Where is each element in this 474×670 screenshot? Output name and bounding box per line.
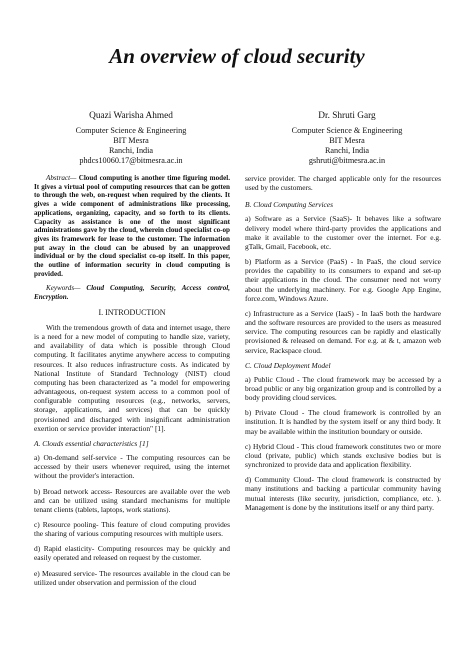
subsection-heading-b: B. Cloud Computing Services bbox=[245, 200, 334, 210]
author-dept: Computer Science & Engineering bbox=[291, 126, 403, 135]
service-item: a) Software as a Service (SaaS)- It behaves like a software delivery model where third-party provides the applications and make it available to the customer over the internet. For e.g. gTalk, Gmail, Facebook, etc. bbox=[245, 214, 441, 251]
deployment-item: c) Hybrid Cloud - This cloud framework constitutes two or more cloud (private, public) which stands exclusive bodies but is synchronized to provide data and application flexibility. bbox=[245, 441, 441, 470]
author-email: gshruti@bitmesra.ac.in bbox=[308, 156, 386, 165]
characteristic-item: e) Measured service- The resources available in the cloud can be utilized under observation and permission of the cloud bbox=[34, 568, 230, 587]
author-city: Ranchi, India bbox=[108, 146, 154, 155]
author-city: Ranchi, India bbox=[324, 146, 370, 155]
service-item: b) Platform as a Service (PaaS) - In PaaS, the cloud service provides the capability to its consumers to expand and set-up their applications in the cloud. The consumer need not worry about the underlying machinery. For e.g. Google App Engine, force.com, Windows Azure. bbox=[245, 257, 441, 303]
abstract-text: Cloud computing is another time figuring model. It gives a virtual pool of computing resources that can be gotten to through the web, on-request when required by the clients. It gives a wide component of administrations like processing, applications, organizing, capacity, and so forth to its clients. Capacity as assistance is one of the most significant administrations gave by the cloud, wherein cloud specialist co-op gives its framework for lease to the customer. The information put away in the cloud can be abused by an unapproved individual or by the cloud specialist co-op itself. In this paper, the outline of information security in cloud computing is provided. bbox=[34, 174, 230, 278]
service-item: c) Infrastructure as a Service (IaaS) - In IaaS both the hardware and the software resources are provided to the users as measured service. The computing resources can be rapidly and elastically provisioned & released on demand. For e.g. at & t, amazon web service, Rackspace cloud. bbox=[245, 308, 441, 355]
keywords-text: Cloud Computing, Security, Access control, Encryption. bbox=[34, 284, 230, 302]
continuation-paragraph: service provider. The charged applicable only for the resources used by the customers. bbox=[245, 174, 441, 193]
author-org: BIT Mesra bbox=[113, 136, 149, 145]
author-name: Quazi Warisha Ahmed bbox=[89, 111, 173, 121]
keywords bbox=[34, 284, 230, 301]
author-block-1 bbox=[36, 111, 226, 166]
keywords-lead: Keywords— bbox=[46, 284, 81, 293]
author-org: BIT Mesra bbox=[329, 136, 365, 145]
characteristic-item: c) Resource pooling- This feature of cloud computing provides the sharing of various computing resources with multiple users. bbox=[34, 519, 230, 539]
deployment-item: a) Public Cloud - The cloud framework may be accessed by a broad public or any big organization group and is controlled by a body providing cloud services. bbox=[245, 374, 441, 403]
author-dept: Computer Science & Engineering bbox=[75, 126, 187, 135]
author-email: phdcs10060.17@bitmesra.ac.in bbox=[79, 156, 183, 165]
subsection-heading-a: A. Clouds essential characteristics [1] bbox=[34, 438, 149, 448]
deployment-item: d) Community Cloud- The cloud framework is constructed by many institutions and backing a particular community having mutual interests (like security, jurisdiction, compliance, etc. ). Management is done by the institutions itself or any third party. bbox=[245, 475, 441, 512]
abstract-lead: Abstract— bbox=[46, 174, 77, 182]
paper-title: An overview of cloud security bbox=[109, 44, 365, 68]
characteristic-item: d) Rapid elasticity- Computing resources may be quickly and easily operated and released on request by the customer. bbox=[34, 544, 230, 563]
section-heading-introduction: I. INTRODUCTION bbox=[98, 307, 166, 317]
author-block-2 bbox=[252, 111, 442, 166]
right-column bbox=[245, 174, 441, 518]
characteristic-item: a) On-demand self-service - The computing resources can be accessed by their users whenever required, using the internet without the provider's interaction. bbox=[34, 453, 230, 481]
subsection-heading-c: C. Cloud Deployment Model bbox=[245, 360, 331, 370]
abstract bbox=[34, 174, 230, 278]
intro-paragraph: With the tremendous growth of data and internet usage, there is a need for a new model of computing to handle size, variety, and availability of data which is possible through Cloud computing. It facilitates anytime anywhere access to computing resources. It also reduces infrastructure costs. As indicated by National Institute of Standard Technology (NIST) cloud computing has been characterized as "a model for empowering advantageous, on-request system access to a common pool of configurable computing resources (e.g., networks, servers, storage, applications, and services) that can be quickly provisioned and discharged with insignificant administration exertion or service provider interaction" [1]. bbox=[34, 323, 230, 433]
author-name: Dr. Shruti Garg bbox=[318, 111, 376, 121]
deployment-item: b) Private Cloud - The cloud framework is controlled by an institution. It is handled by the system itself or any third body. It may be available within the institution boundary or outside. bbox=[245, 408, 441, 436]
characteristic-item: b) Broad network access- Resources are available over the web and can be utilized using standard mechanisms for multiple tenant clients (tablets, laptops, work stations). bbox=[34, 486, 230, 514]
left-column bbox=[34, 174, 230, 593]
